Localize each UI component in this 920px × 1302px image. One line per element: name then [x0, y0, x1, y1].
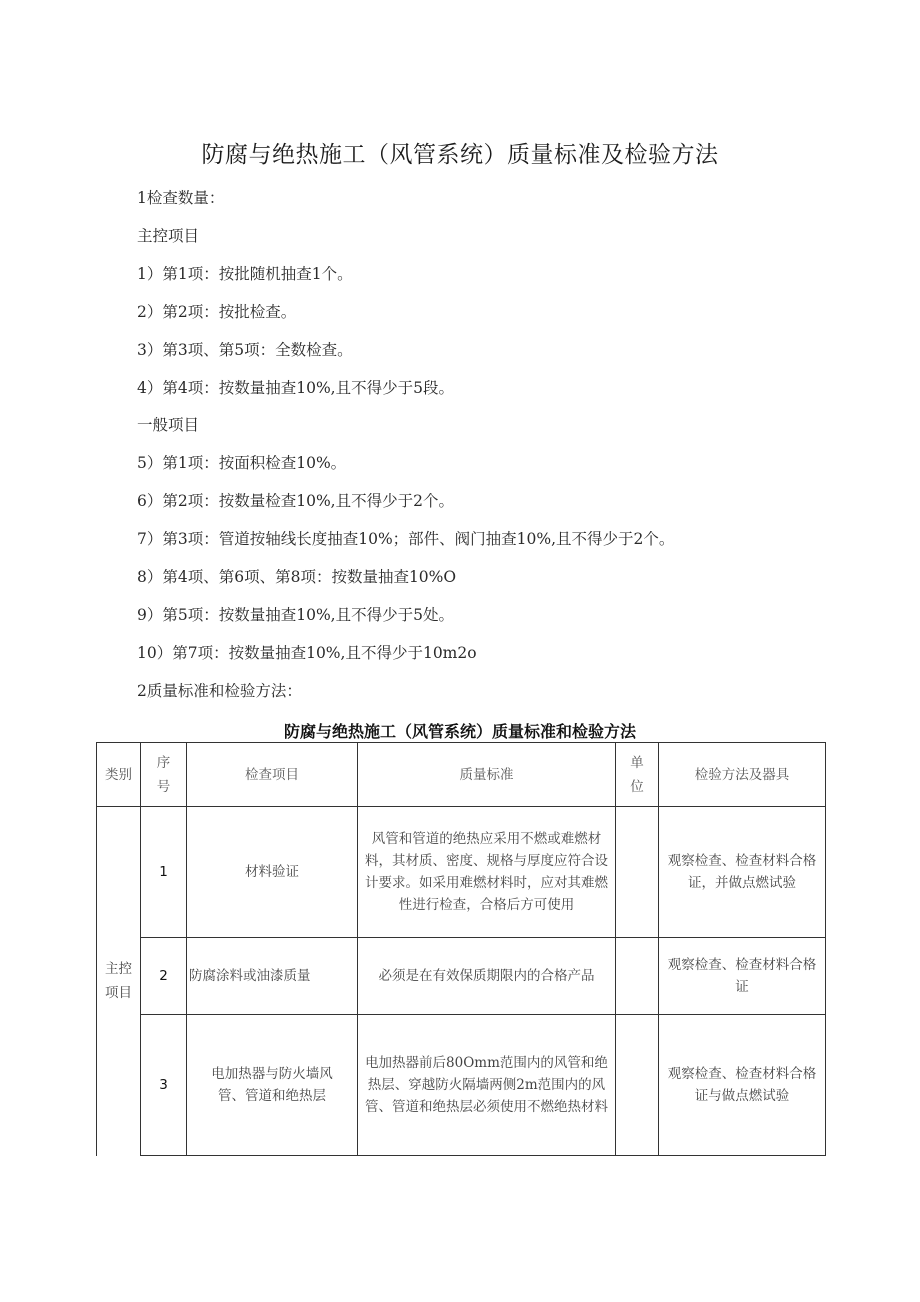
header-category: 类别: [97, 743, 141, 807]
header-seq: 序号: [141, 743, 187, 807]
table-row: [97, 1015, 826, 1156]
paragraph: 3）第3项、第5项：全数检查。: [137, 341, 353, 359]
seq-cell: 2: [141, 938, 187, 1015]
unit-cell: [616, 1015, 659, 1156]
method-cell: 观察检查、检查材料合格证与做点燃试验: [659, 1015, 826, 1156]
standard-cell: 风管和管道的绝热应采用不燃或难燃材料，其材质、密度、规格与厚度应符合设计要求。如采用难燃材料时，应对其难燃性进行检查，合格后方可使用: [358, 807, 616, 938]
paragraph: 9）第5项：按数量抽查10%,且不得少于5处。: [137, 606, 454, 624]
seq-cell: 1: [141, 807, 187, 938]
standard-cell: 必须是在有效保质期限内的合格产品: [358, 938, 616, 1015]
paragraph: 2质量标准和检验方法：: [137, 682, 302, 700]
header-item: 检查项目: [187, 743, 358, 807]
unit-cell: [616, 938, 659, 1015]
item-cell: 防腐涂料或油漆质量: [187, 938, 358, 1015]
paragraph: 一般项目: [137, 416, 200, 434]
paragraph: 10）第7项：按数量抽查10%,且不得少于10m2o: [137, 644, 477, 662]
item-cell: 电加热器与防火墙风管、管道和绝热层: [187, 1015, 358, 1156]
paragraph: 1）第1项：按批随机抽查1个。: [137, 265, 353, 283]
method-cell: 观察检查、检查材料合格证: [659, 938, 826, 1015]
standard-cell: 电加热器前后80Omm范围内的风管和绝热层、穿越防火隔墙两侧2m范围内的风管、管道和绝热层必须使用不燃绝热材料: [358, 1015, 616, 1156]
paragraph: 7）第3项：管道按轴线长度抽查10%；部件、阀门抽查10%,且不得少于2个。: [137, 530, 675, 548]
paragraph: 主控项目: [137, 227, 200, 245]
seq-cell: 3: [141, 1015, 187, 1156]
table-header-row: [97, 743, 826, 807]
paragraph: 4）第4项：按数量抽查10%,且不得少于5段。: [137, 379, 454, 397]
paragraph: 2）第2项：按批检查。: [137, 303, 297, 321]
paragraph: 8）第4项、第6项、第8项：按数量抽查10%O: [137, 568, 457, 586]
header-method: 检验方法及器具: [659, 743, 826, 807]
table-row: [97, 807, 826, 938]
table-title: 防腐与绝热施工（风管系统）质量标准和检验方法: [283, 722, 636, 741]
paragraph: 5）第1项：按面积检查10%。: [137, 454, 347, 472]
method-cell: 观察检查、检查材料合格证，并做点燃试验: [659, 807, 826, 938]
category-cell: 主控项目: [97, 807, 141, 1156]
header-unit: 单位: [616, 743, 659, 807]
item-cell: 材料验证: [187, 807, 358, 938]
header-standard: 质量标准: [358, 743, 616, 807]
unit-cell: [616, 807, 659, 938]
paragraph: 6）第2项：按数量检查10%,且不得少于2个。: [137, 492, 454, 510]
paragraph: 1检查数量：: [137, 189, 225, 207]
quality-standard-table: [96, 742, 826, 1156]
table-row: [97, 938, 826, 1015]
page-title: 防腐与绝热施工（风管系统）质量标准及检验方法: [201, 142, 719, 168]
